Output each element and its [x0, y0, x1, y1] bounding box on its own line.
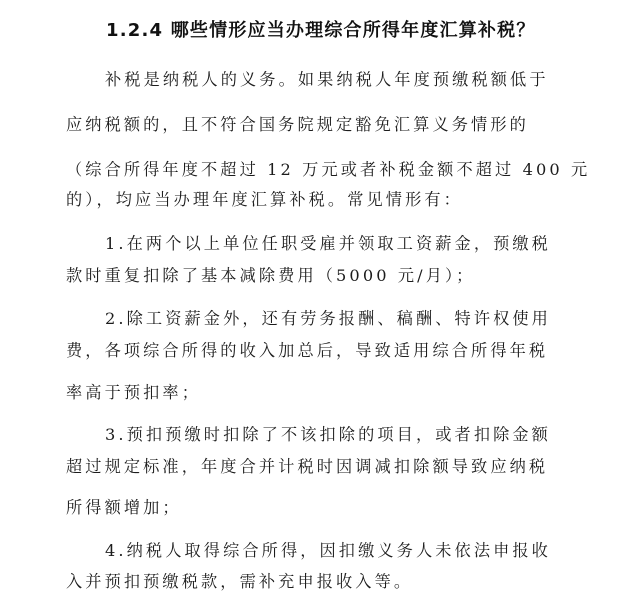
text-line: 1.在两个以上单位任职受雇并领取工资薪金，预缴税 [105, 234, 551, 253]
text-line: 2.除工资薪金外，还有劳务报酬、稿酬、特许权使用 [105, 309, 551, 328]
text-line: 所得额增加； [66, 498, 182, 517]
section-heading: 1.2.4 哪些情形应当办理综合所得年度汇算补税？ [106, 20, 536, 41]
text-line: 4.纳税人取得综合所得，因扣缴义务人未依法申报收 [105, 541, 551, 560]
text-line: 3.预扣预缴时扣除了不该扣除的项目，或者扣除金额 [105, 425, 551, 444]
text-line: （综合所得年度不超过 12 万元或者补税金额不超过 400 元 [66, 160, 591, 179]
text-line: 补税是纳税人的义务。如果纳税人年度预缴税额低于 [105, 70, 549, 89]
text-line: 入并预扣预缴税款，需补充申报收入等。 [66, 572, 414, 591]
text-line: 的），均应当办理年度汇算补税。常见情形有： [66, 190, 463, 209]
text-line: 应纳税额的，且不符合国务院规定豁免汇算义务情形的 [66, 115, 529, 134]
text-line: 费，各项综合所得的收入加总后，导致适用综合所得年税 [66, 341, 549, 360]
text-line: 率高于预扣率； [66, 383, 202, 402]
text-line: 超过规定标准，年度合并计税时因调减扣除额导致应纳税 [66, 457, 549, 476]
text-line: 款时重复扣除了基本减除费用（5000 元/月）； [66, 266, 476, 285]
